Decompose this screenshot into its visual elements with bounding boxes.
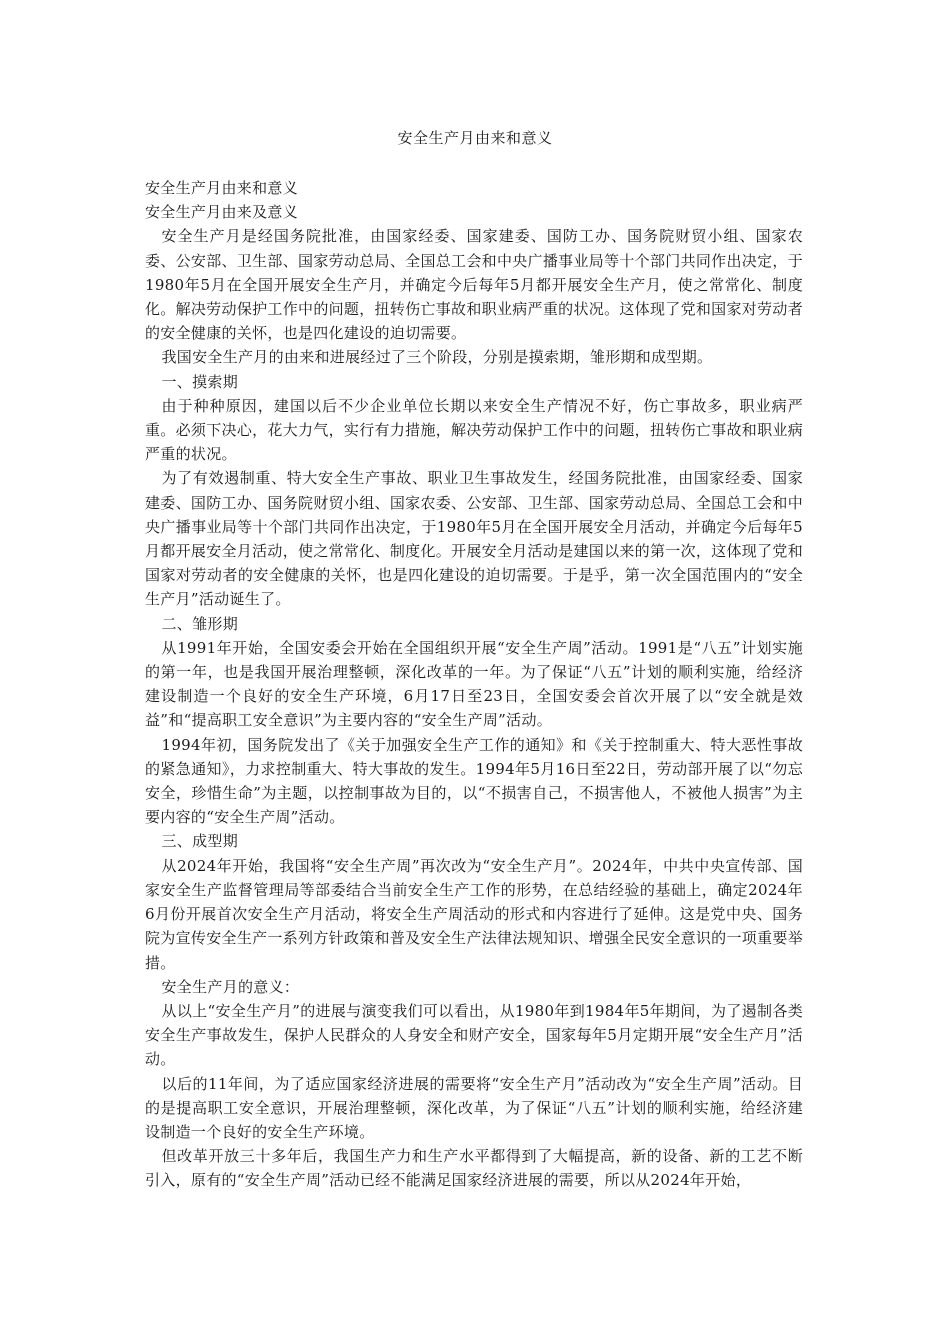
paragraph: 从1991年开始，全国安委会开始在全国组织开展“安全生产周”活动。1991是“八五”计划实施的第一年，也是我国开展治理整顿，深化改革的一年。为了保证“八五”计划的顺利实施，给经济建设制造一个良好的安全生产环境，6月17日至23日，全国安委会首次开展了以“安全就是效益”和“提高职工安全意识”为主要内容的“安全生产周”活动。 [145, 638, 803, 730]
subtitle-line: 安全生产月由来及意义 [145, 203, 299, 222]
paragraph: 安全生产月是经国务院批准，由国家经委、国家建委、国防工办、国务院财贸小组、国家农委、公安部、卫生部、国家劳动总局、全国总工会和中央广播事业局等十个部门共同作出决定，于1980年5月在全国开展安全生产月，并确定今后每年5月都开展安全生产月，使之常常化、制度化。解决劳动保护工作中的问题，扭转伤亡事故和职业病严重的状况。这体现了党和国家对劳动者的安全健康的关怀，也是四化建设的迫切需要。 [145, 227, 803, 343]
paragraph: 从2024年开始，我国将“安全生产周”再次改为“安全生产月”。2024年，中共中央宣传部、国家安全生产监督管理局等部委结合当前安全生产工作的形势，在总结经验的基础上，确定2024年6月份开展首次安全生产月活动，将安全生产周活动的形式和内容进行了延伸。这是党中央、国务院为宣传安全生产一系列方针政策和普及安全生产法律法规知识、增强全民安全意识的一项重要举措。 [145, 856, 803, 972]
paragraph: 从以上“安全生产月”的进展与演变我们可以看出，从1980年到1984年5年期间，为了遏制各类安全生产事故发生，保护人民群众的人身安全和财产安全，国家每年5月定期开展“安全生产月”活动。 [145, 1001, 803, 1069]
section-heading: 一、摸索期 [161, 372, 239, 391]
subtitle-line: 安全生产月由来和意义 [145, 179, 299, 197]
paragraph: 以后的11年间，为了适应国家经济进展的需要将“安全生产月”活动改为“安全生产周”活动。目的是提高职工安全意识，开展治理整顿，深化改革，为了保证“八五”计划的顺利实施，给经济建设制造一个良好的安全生产环境。 [145, 1074, 803, 1141]
document-body [145, 176, 803, 1193]
section-heading: 二、雏形期 [161, 614, 239, 633]
paragraph: 为了有效遏制重、特大安全生产事故、职业卫生事故发生，经国务院批准，由国家经委、国家建委、国防工办、国务院财贸小组、国家农委、公安部、卫生部、国家劳动总局、全国总工会和中央广播事业局等十个部门共同作出决定，于1980年5月在全国开展安全月活动，并确定今后每年5月都开展安全月活动，使之常常化、制度化。开展安全月活动是建国以来的第一次，这体现了党和国家对劳动者的安全健康的关怀，也是四化建设的迫切需要。于是乎，第一次全国范围内的“安全生产月”活动诞生了。 [145, 469, 803, 609]
paragraph: 由于种种原因，建国以后不少企业单位长期以来安全生产情况不好，伤亡事故多，职业病严重。必须下决心，花大力气，实行有力措施，解决劳动保护工作中的问题，扭转伤亡事故和职业病严重的状况。 [145, 396, 803, 464]
paragraph: 但改革开放三十多年后，我国生产力和生产水平都得到了大幅提高，新的设备、新的工艺不断引入，原有的“安全生产周”活动已经不能满足国家经济进展的需要，所以从2024年开始， [145, 1147, 803, 1190]
paragraph: 1994年初，国务院发出了《关于加强安全生产工作的通知》和《关于控制重大、特大恶性事故的紧急通知》，力求控制重大、特大事故的发生。1994年5月16日至22日，劳动部开展了以“勿忘安全，珍惜生命”为主题，以控制事故为目的，以“不损害自己，不损害他人，不被他人损害”为主要内容的“安全生产周”活动。 [145, 735, 803, 827]
page-title: 安全生产月由来和意义 [397, 129, 553, 147]
section-heading: 安全生产月的意义： [161, 977, 300, 996]
paragraph: 我国安全生产月的由来和进展经过了三个阶段，分别是摸索期，雏形期和成型期。 [161, 348, 713, 367]
section-heading: 三、成型期 [161, 832, 239, 851]
